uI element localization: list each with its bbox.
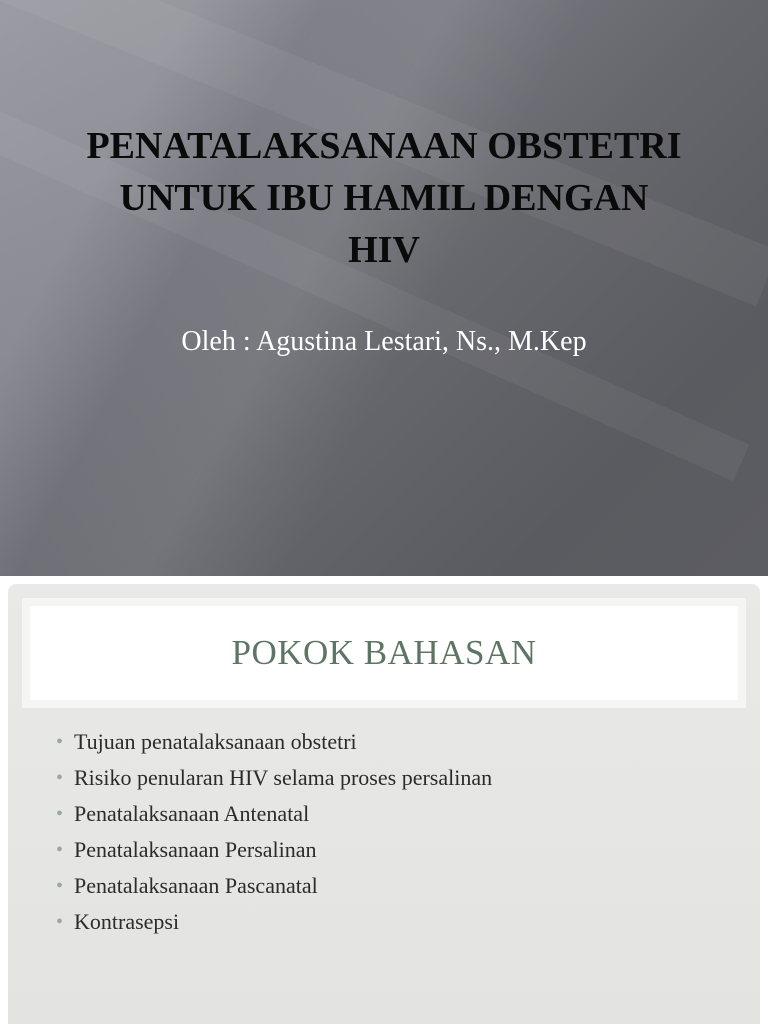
- bullet-icon: •: [56, 911, 64, 933]
- slide-title: [20, 120, 748, 276]
- list-item-text: Penatalaksanaan Pascanatal: [74, 873, 318, 898]
- bullet-icon: •: [56, 767, 64, 789]
- list-item: [56, 796, 492, 832]
- list-item: [56, 760, 492, 796]
- slide-title-line-1: PENATALAKSANAAN OBSTETRI: [86, 125, 682, 167]
- bullet-list: [56, 724, 492, 940]
- bullet-icon: •: [56, 875, 64, 897]
- slide-subtitle-author: Oleh : Agustina Lestari, Ns., M.Kep: [181, 326, 587, 357]
- list-item-text: Tujuan penatalaksanaan obstetri: [74, 729, 357, 754]
- bullet-icon: •: [56, 731, 64, 753]
- slide-separator: [0, 576, 768, 584]
- list-item-text: Kontrasepsi: [74, 909, 180, 934]
- list-item: [56, 724, 492, 760]
- content-slide: [8, 584, 760, 1024]
- bullet-icon: •: [56, 803, 64, 825]
- list-item: [56, 904, 492, 940]
- list-item: [56, 832, 492, 868]
- list-item: [56, 868, 492, 904]
- slide-heading: POKOK BAHASAN: [231, 633, 537, 672]
- heading-box: [22, 598, 746, 708]
- list-item-text: Penatalaksanaan Antenatal: [74, 801, 310, 826]
- slide-title-line-3: HIV: [348, 229, 420, 271]
- slide-title-line-2: UNTUK IBU HAMIL DENGAN: [119, 177, 649, 219]
- list-item-text: Penatalaksanaan Persalinan: [74, 837, 317, 862]
- list-item-text: Risiko penularan HIV selama proses persalinan: [74, 765, 493, 790]
- bullet-icon: •: [56, 839, 64, 861]
